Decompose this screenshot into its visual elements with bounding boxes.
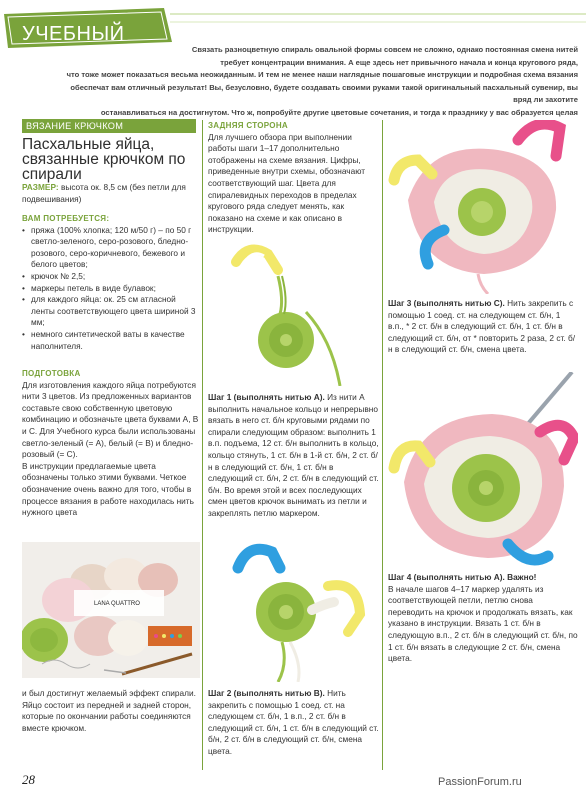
materials-block (22, 213, 200, 352)
intro-line: обеспечат вам отличный результат! Вы, безусловно, будете создавать своими руками такой оригинальный пасхальный сувенир, вы вряд ли захотите (70, 82, 578, 105)
step2-text: Нить закрепить с помощью 1 соед. ст. на следующем ст. б/н, 1 в.п., 2 ст. б/н в следующий ст. б/н, 1 ст. б/н в следующий ст. б/н, 2 ст. б/н в следующий ст. б/н, смена цвета. (208, 688, 379, 756)
materials-heading: ВАМ ПОТРЕБУЕТСЯ: (22, 214, 110, 223)
header-title: УЧЕБНЫЙ КУРС (22, 23, 125, 68)
materials-item: • маркеры петель в виде булавок; (22, 283, 200, 295)
step4-title: Шаг 4 (выполнять нитью А). Важно! (388, 572, 537, 582)
step2-title: Шаг 2 (выполнять нитью В). (208, 688, 325, 698)
step3-photo-art (388, 120, 578, 294)
step1-photo (208, 240, 380, 386)
intro-line: что тоже может показаться весьма неожиданным. И тем не менее наши наглядные пошаговые инструкции и подробная схема вязания (66, 70, 578, 80)
size-block (22, 182, 200, 205)
preparation-block (22, 368, 200, 519)
materials-item: • для каждого яйца: ок. 25 см атласной ленты соответствующего цвета шириной 3 мм; (22, 294, 200, 329)
yarn-photo (22, 542, 200, 678)
step4-photo-art (388, 372, 578, 568)
materials-item: • пряжа (100% хлопка; 120 м/50 г) – по 50 г светло-зеленого, серо-розового, бледно-розового, серо-коричневого, бежевого и белого цветов; (22, 225, 200, 271)
step4-text: В начале шагов 4–17 маркер удалять из соответствующей петли, петлю снова переводить на крючок и продолжать вязать, как указано в инструкции. Вязать 1 ст. б/н в следующую в.п., 2 ст. б/н в следующий ст. б/н, по 1 ст. б/н вязать в следующие 2 ст. б/н, смена цвета. (388, 583, 578, 664)
intro-line: требует концентрации внимания. А еще здесь нет привычного начала и конца кругового ряда, (220, 57, 578, 67)
step4-photo (388, 372, 578, 568)
materials-item: • крючок № 2,5; (22, 271, 200, 283)
step2-photo-art (208, 540, 380, 682)
step3-caption (388, 298, 578, 356)
step3-photo (388, 120, 578, 294)
yarn-photo-art (22, 542, 200, 678)
preparation-heading: ПОДГОТОВКА (22, 369, 81, 378)
section-header-tab (4, 8, 174, 68)
column-divider-left (202, 120, 203, 770)
back-side-block (208, 120, 380, 236)
page-number: 28 (22, 772, 35, 787)
yarn-label: LANA QUATTRO (94, 601, 140, 607)
materials-list (22, 225, 200, 353)
step3-text: Нить закрепить с помощью 1 соед. ст. на следующем ст. б/н, 1 в.п., * 2 ст. б/н в следующий ст. б/н, 1 ст. б/н в следующий ст. б/н, от * повторить 2 раза, 2 ст. б/н в следующий ст. б/н, смена цвета. (388, 298, 576, 355)
intro-line: Связать разноцветную спираль овальной формы совсем не сложно, однако постоянная смена нитей (191, 45, 578, 54)
preparation-text: Для изготовления каждого яйца потребуются нити 3 цветов. Из предложенных вариантов составьте свою собственную цветовую комбинацию и обозначьте цвета буквами А, В и С. Для Учебного курса были использованы светло-зеленый (= А), белый (= В) и бледно-розовый (= С). (22, 379, 199, 460)
watermark: PassionForum.ru (438, 776, 522, 788)
section-badge: ВЯЗАНИЕ КРЮЧКОМ (22, 119, 196, 133)
preparation-text-2: В инструкции предлагаемые цвета обозначены только этими буквами. Четкое обозначение очень важно для того, чтобы в процессе вязания в работе находилась нить нужного цвета (22, 460, 194, 518)
step3-title: Шаг 3 (выполнять нитью С). (388, 298, 505, 308)
size-label: РАЗМЕР: (22, 182, 59, 192)
step2-photo (208, 540, 380, 682)
step1-title: Шаг 1 (выполнять нитью А). (208, 392, 325, 402)
size-text: высота ок. 8,5 см (без петли для подвешивания) (22, 182, 186, 204)
column-divider-right (382, 120, 383, 770)
back-side-heading: ЗАДНЯЯ СТОРОНА (208, 121, 288, 130)
preparation-text-3: и был достигнут желаемый эффект спирали. Яйцо состоит из передней и задней сторон, которые по окончании работы соединяются вместе крючком. (22, 688, 196, 733)
back-side-text: Для лучшего обзора при выполнении работы шаги 1–17 дополнительно отображены на схеме вязания. Цифры, приведенные внутри схемы, обозначают соответствующий шаг. Цвета для спиралевидных переходов в пределах кругового ряда следует менять, как показано на схеме и как описано в инструкции. (208, 131, 366, 235)
article-title: Пасхальные яйца, связанные крючком по спирали (22, 136, 186, 183)
materials-item: • немного синтетической ваты в качестве наполнителя. (22, 329, 200, 352)
step4-caption (388, 572, 578, 665)
step1-photo-art (208, 240, 380, 386)
step1-text: Из нити А выполнить начальное кольцо и непрерывно вязать в него ст. б/н круговыми рядами по спирали следующим образом: выполнить 1 в.п. подъема, 12 ст. б/н выполнить в кольцо, кольцо стянуть, 1 ст. б/н в 1-й ст. б/н, 2 ст. б/н в следующий ст. б/н, 1 ст. б/н в следующий ст. б/н, 2 ст. б/н в следующий ст. б/н. Во время этой и всех последующих смен цветов крючок вынимать из петли и закреплять петлю маркером. (208, 392, 379, 518)
intro-line: останавливаться на достигнутом. Что ж, попробуйте другие цветовые сочетания, и тогда к празднику у вас образуется целая (100, 107, 578, 117)
step1-caption (208, 392, 380, 520)
step2-caption (208, 688, 380, 758)
